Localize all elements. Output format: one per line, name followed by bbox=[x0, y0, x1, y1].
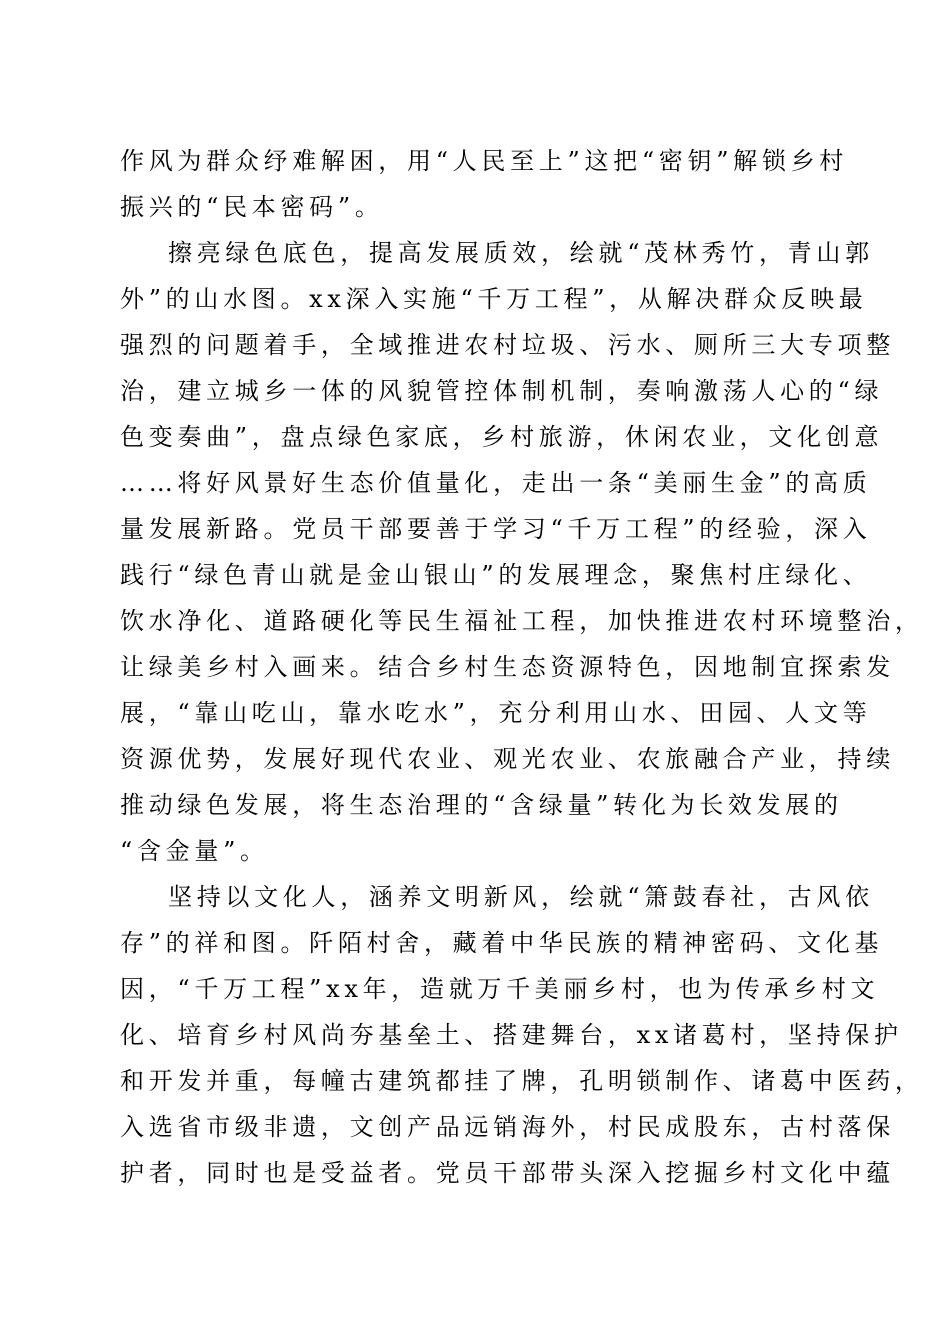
text-line: 护者，同时也是受益者。党员干部带头深入挖掘乡村文化中蕴 bbox=[120, 1159, 895, 1187]
text-line: 作风为群众纾难解困，用“人民至上”这把“密钥”解锁乡村 bbox=[120, 147, 848, 175]
text-line: 展，“靠山吃山，靠水吃水”，充分利用山水、田园、人文等 bbox=[120, 699, 872, 727]
text-line: 让绿美乡村入画来。结合乡村生态资源特色，因地制宜探索发 bbox=[120, 653, 895, 681]
text-line: 践行“绿色青山就是金山银山”的发展理念，聚焦村庄绿化、 bbox=[120, 561, 872, 589]
text-line: 化、培育乡村风尚夯基垒土、搭建舞台，xx诸葛村，坚持保护 bbox=[120, 1021, 903, 1049]
text-line: ……将好风景好生态价值量化，走出一条“美丽生金”的高质 bbox=[120, 469, 872, 497]
text-line: 推动绿色发展，将生态治理的“含绿量”转化为长效发展的 bbox=[120, 791, 843, 819]
text-line: 振兴的“民本密码”。 bbox=[120, 193, 384, 221]
text-line: 外”的山水图。xx深入实施“千万工程”，从解决群众反映最 bbox=[120, 285, 868, 313]
text-line: 治，建立城乡一体的风貌管控体制机制，奏响激荡人心的“绿 bbox=[120, 377, 884, 405]
paragraph-first-line: 坚持以文化人，涵养文明新风，绘就“箫鼓春社，古风依 bbox=[168, 883, 874, 911]
text-line: 存”的祥和图。阡陌村舍，藏着中华民族的精神密码、文化基 bbox=[120, 929, 884, 957]
text-line: 因，“千万工程”xx年，造就万千美丽乡村，也为传承乡村文 bbox=[120, 975, 880, 1003]
text-line: 色变奏曲”，盘点绿色家底，乡村旅游，休闲农业，文化创意 bbox=[120, 423, 884, 451]
paragraph-first-line: 擦亮绿色底色，提高发展质效，绘就“茂林秀竹，青山郭 bbox=[168, 239, 874, 267]
text-line: 强烈的问题着手，全域推进农村垃圾、污水、厕所三大专项整 bbox=[120, 331, 895, 359]
text-line: 入选省市级非遗，文创产品远销海外，村民成股东，古村落保 bbox=[120, 1113, 895, 1141]
text-line: “含金量”。 bbox=[120, 837, 269, 865]
text-line: 量发展新路。党员干部要善于学习“千万工程”的经验，深入 bbox=[120, 515, 872, 543]
text-line: 和开发并重，每幢古建筑都挂了牌，孔明锁制作、诸葛中医药， bbox=[120, 1067, 924, 1095]
document-body bbox=[120, 138, 924, 1196]
text-line: 资源优势，发展好现代农业、观光农业、农旅融合产业，持续 bbox=[120, 745, 895, 773]
text-line: 饮水净化、道路硬化等民生福祉工程，加快推进农村环境整治， bbox=[120, 607, 924, 635]
